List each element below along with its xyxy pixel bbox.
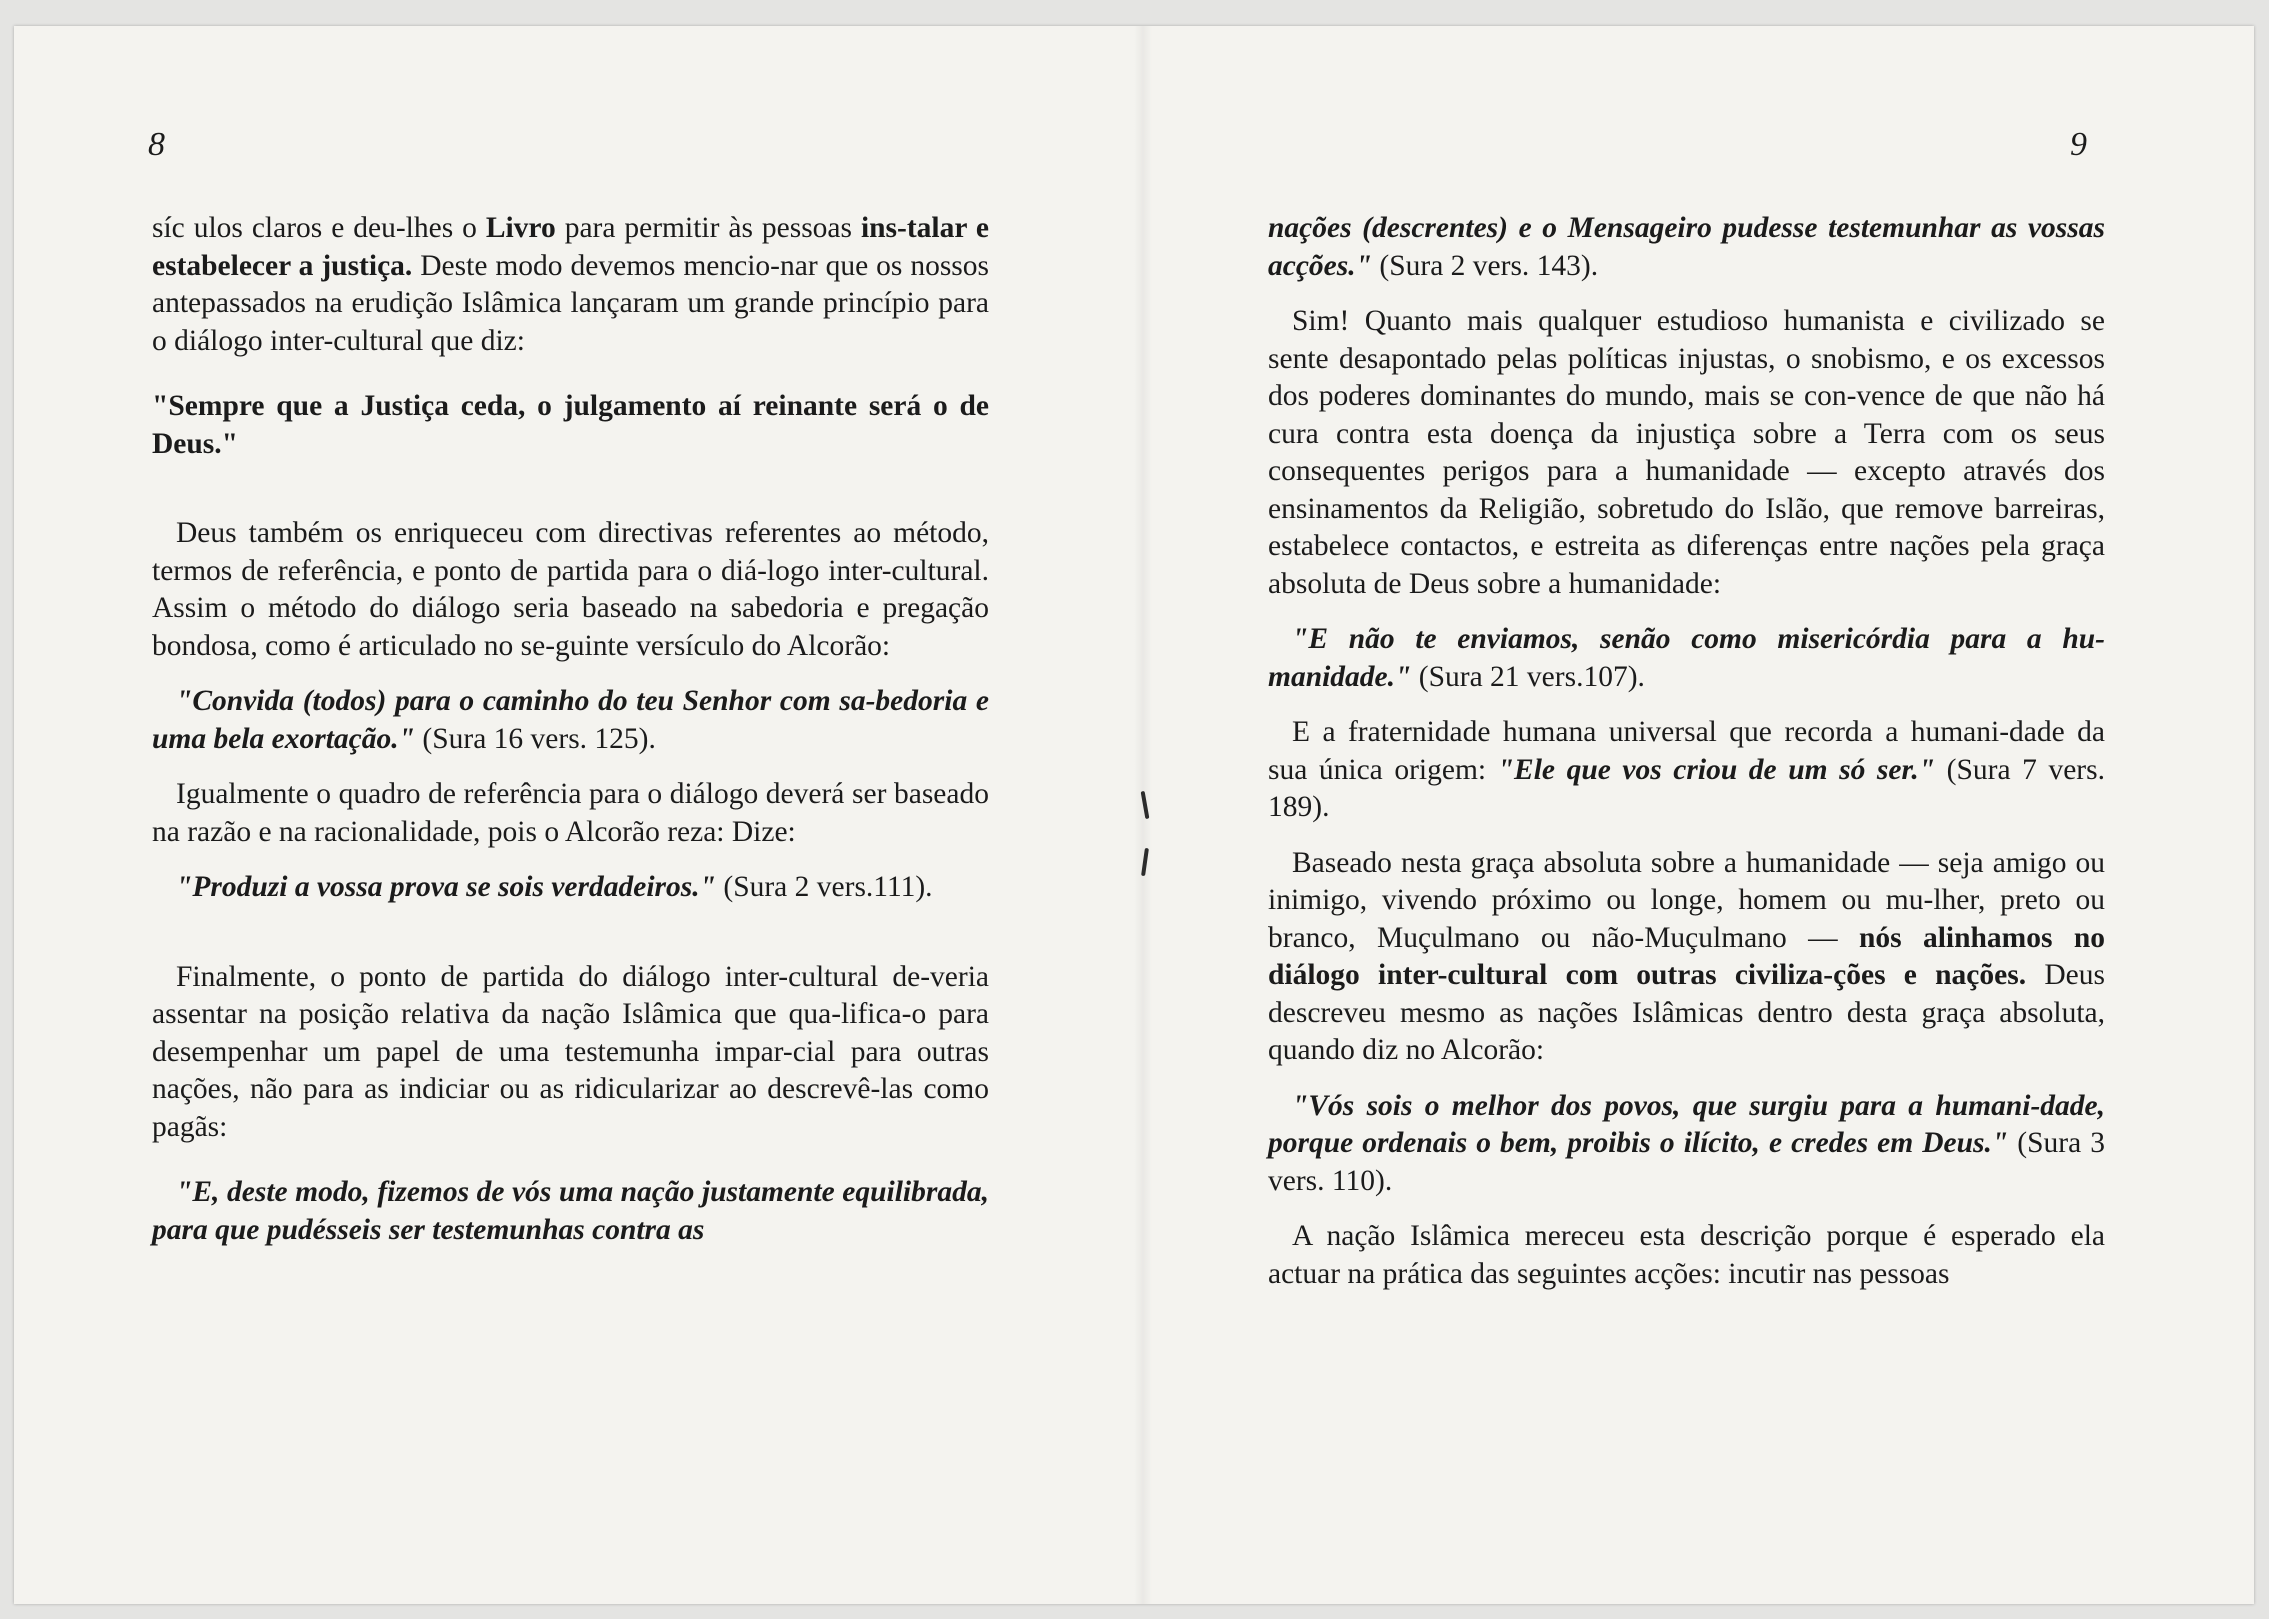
right-paragraph-grace: Baseado nesta graça absoluta sobre a humanidade — seja amigo ou inimigo, vivendo próximo ou longe, homem ou mu-lher, preto ou branco, Muçulmano ou não-Muçulmano — nós alinhamos no diálogo inter-cultural com outras civiliza-ções e nações. Deus descreveu mesmo as nações Islâmicas dentro desta graça absoluta, quando diz no Alcorão:	[1268, 846, 2105, 1066]
left-paragraph-starting-point: Finalmente, o ponto de partida do diálogo inter-cultural de-veria assentar na posição relativa da nação Islâmica que qua-lifica-o para desempenhar um papel de uma testemunha impar-cial para outras nações, não para as indiciar ou as ridicularizar ao descrevê-las como pagãs:	[152, 960, 989, 1143]
right-paragraph-fraternity: E a fraternidade humana universal que recorda a humani-dade da sua única origem: "Ele que vos criou de um só ser." (Sura 7 vers. 189).	[1268, 716, 2105, 823]
page-number-left: 8	[148, 126, 165, 163]
left-quote-justice: "Sempre que a Justiça ceda, o julgamento aí reinante será o de Deus."	[152, 390, 989, 460]
left-quote-proof: "Produzi a vossa prova se sois verdadeiros." (Sura 2 vers.111).	[176, 871, 933, 903]
left-page-column	[152, 210, 989, 1249]
right-quote-mercy: "E não te enviamos, senão como misericórdia para a hu-manidade." (Sura 21 vers.107).	[1268, 623, 2105, 693]
left-paragraph-reason: Igualmente o quadro de referência para o diálogo deverá ser baseado na razão e na racionalidade, pois o Alcorão reza: Dize:	[152, 778, 989, 848]
right-paragraph-islamic-nation: A nação Islâmica mereceu esta descrição porque é esperado ela actuar na prática das seguintes acções: incutir nas pessoas	[1268, 1220, 2105, 1290]
left-paragraph-1: síc ulos claros e deu-lhes o Livro para permitir às pessoas ins-talar e estabelecer a justiça. Deste modo devemos mencio-nar que os nossos antepassados na erudição Islâmica lançaram um grande princípio para o diálogo inter-cultural que diz:	[152, 212, 990, 357]
right-page-column	[1268, 210, 2105, 1293]
page-number-right: 9	[2070, 126, 2087, 163]
left-quote-balanced-nation: "E, deste modo, fizemos de vós uma nação justamente equilibrada, para que pudésseis ser testemunhas contra as	[152, 1176, 989, 1246]
right-quote-continuation: nações (descrentes) e o Mensageiro pudesse testemunhar as vossas acções." (Sura 2 vers. 143).	[1268, 212, 2105, 282]
left-quote-invite: "Convida (todos) para o caminho do teu Senhor com sa-bedoria e uma bela exortação." (Sura 16 vers. 125).	[152, 685, 989, 755]
left-paragraph-method: Deus também os enriqueceu com directivas referentes ao método, termos de referência, e ponto de partida para o diá-logo inter-cultural. Assim o método do diálogo seria baseado na sabedoria e pregação bondosa, como é articulado no se-guinte versículo do Alcorão:	[152, 517, 989, 662]
center-fold	[1134, 26, 1152, 1604]
right-paragraph-humanist: Sim! Quanto mais qualquer estudioso humanista e civilizado se sente desapontado pelas políticas injustas, o snobismo, e os excessos dos poderes dominantes do mundo, mais se con-vence de que não há cura contra esta doença da injustiça sobre a Terra com os seus consequentes perigos para a humanidade — excepto através dos ensinamentos da Religião, sobretudo do Islão, que remove barreiras, estabelece contactos, e estreita as diferenças entre nações pela graça absoluta de Deus sobre a humanidade:	[1268, 305, 2105, 600]
right-quote-best-people: "Vós sois o melhor dos povos, que surgiu para a humani-dade, porque ordenais o bem, proibis o ilícito, e credes em Deus." (Sura 3 vers. 110).	[1268, 1089, 2105, 1197]
